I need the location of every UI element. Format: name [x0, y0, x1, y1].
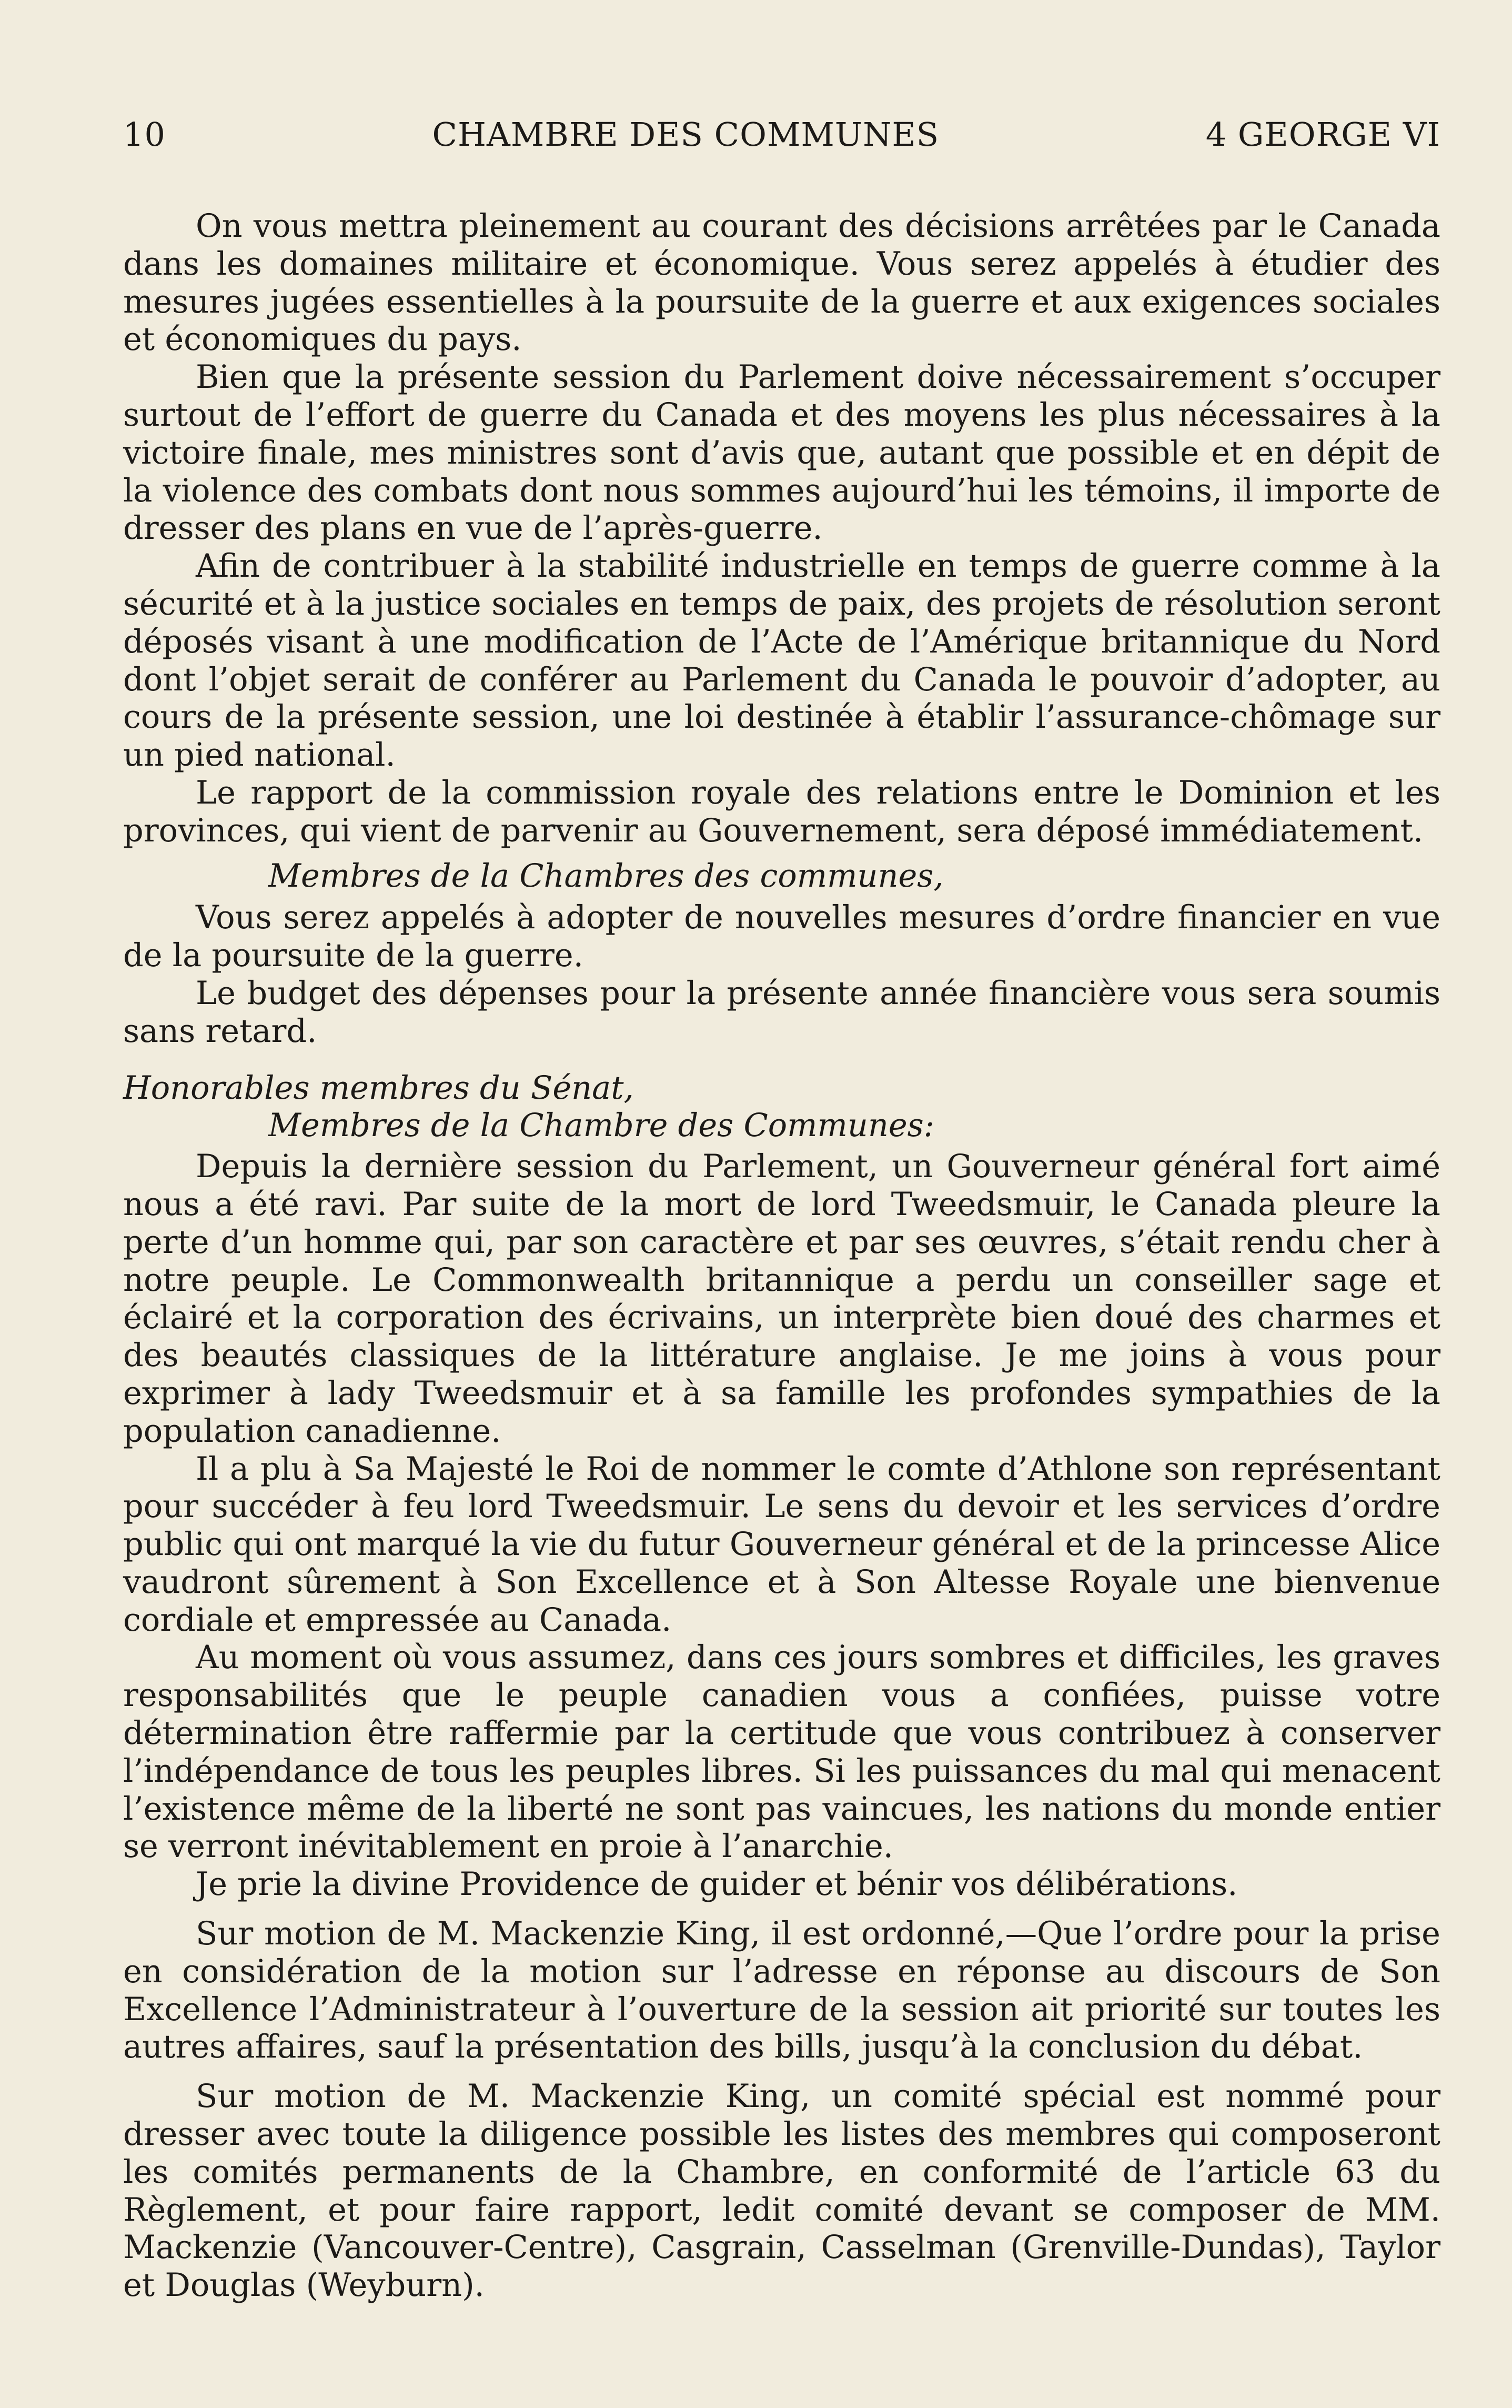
paragraph: Le rapport de la commission royale des relations entre le Dominion et les provinces, qui vient de parvenir au Gouvernement, sera déposé immédiatement. [123, 774, 1440, 849]
section-heading: Honorables membres du Sénat, [123, 1069, 634, 1107]
section-subheading: Membres de la Chambre des Communes: [268, 1107, 935, 1145]
paragraph: On vous mettra pleinement au courant des décisions arrêtées par le Canada dans les domaines militaire et économique. Vous serez appelés à étudier des mesures jugées essentielles à la poursuite de la guerre et aux exigences sociales et économiques du pays. [123, 208, 1440, 358]
paragraph: Au moment où vous assumez, dans ces jours sombres et difficiles, les graves responsabilités que le peuple canadien vous a confiées, puisse votre détermination être raffermie par la certitude que vous contribuez à conserver l’indépendance de tous les peuples libres. Si les puissances du mal qui menacent l’existence même de la liberté ne sont pas vaincues, les nations du monde entier se verront inévitablement en proie à l’anarchie. [123, 1639, 1440, 1865]
motion-paragraph: Sur motion de M. Mackenzie King, un comité spécial est nommé pour dresser avec toute la diligence possible les listes des membres qui composeront les comités permanents de la Chambre, en conformité de l’article 63 du Règlement, et pour faire rapport, ledit comité devant se composer de MM. Mackenzie (Vancouver-Centre), Casgrain, Casselman (Grenville-Dundas), Taylor et Douglas (Weyburn). [123, 2078, 1440, 2304]
paragraph: Le budget des dépenses pour la présente année financière vous sera soumis sans retard. [123, 975, 1440, 1050]
paragraph: Je prie la divine Providence de guider et bénir vos délibérations. [196, 1866, 1238, 1903]
motion-paragraph: Sur motion de M. Mackenzie King, il est ordonné,—Que l’ordre pour la prise en considération de la motion sur l’adresse en réponse au discours de Son Excellence l’Administrateur à l’ouverture de la session ait priorité sur toutes les autres affaires, sauf la présentation des bills, jusqu’à la conclusion du débat. [123, 1915, 1440, 2066]
section-heading: Membres de la Chambres des communes, [268, 857, 944, 895]
reign-label: 4 GEORGE VI [1205, 115, 1440, 154]
paragraph: Depuis la dernière session du Parlement, un Gouverneur général fort aimé nous a été ravi. Par suite de la mort de lord Tweedsmuir, le Canada pleure la perte d’un homme qui, par son caractère et par ses œuvres, s’était rendu cher à notre peuple. Le Commonwealth britannique a perdu un conseiller sage et éclairé et la corporation des écrivains, un interprète bien doué des charmes et des beautés classiques de la littérature anglaise. Je me joins à vous pour exprimer à lady Tweedsmuir et à sa famille les profondes sympathies de la population canadienne. [123, 1148, 1440, 1450]
paragraph: Il a plu à Sa Majesté le Roi de nommer le comte d’Athlone son représentant pour succéder à feu lord Tweedsmuir. Le sens du devoir et les services d’ordre public qui ont marqué la vie du futur Gouverneur général et de la princesse Alice vaudront sûrement à Son Excellence et à Son Altesse Royale une bienvenue cordiale et empressée au Canada. [123, 1450, 1440, 1639]
paragraph: Vous serez appelés à adopter de nouvelles mesures d’ordre financier en vue de la poursuite de la guerre. [123, 899, 1440, 975]
page-body [123, 208, 1440, 2305]
paragraph: Afin de contribuer à la stabilité industrielle en temps de guerre comme à la sécurité et à la justice sociales en temps de paix, des projets de résolution seront déposés visant à une modification de l’Acte de l’Amérique britannique du Nord dont l’objet serait de conférer au Parlement du Canada le pouvoir d’adopter, au cours de la présente session, une loi destinée à établir l’assurance-chômage sur un pied national. [123, 548, 1440, 774]
paragraph: Bien que la présente session du Parlement doive nécessairement s’occuper surtout de l’effort de guerre du Canada et des moyens les plus nécessaires à la victoire finale, mes ministres sont d’avis que, autant que possible et en dépit de la violence des combats dont nous sommes aujourd’hui les témoins, il importe de dresser des plans en vue de l’après-guerre. [123, 359, 1440, 547]
page-header [123, 105, 1440, 163]
page-number: 10 [123, 115, 166, 154]
running-title: CHAMBRE DES COMMUNES [432, 115, 940, 154]
